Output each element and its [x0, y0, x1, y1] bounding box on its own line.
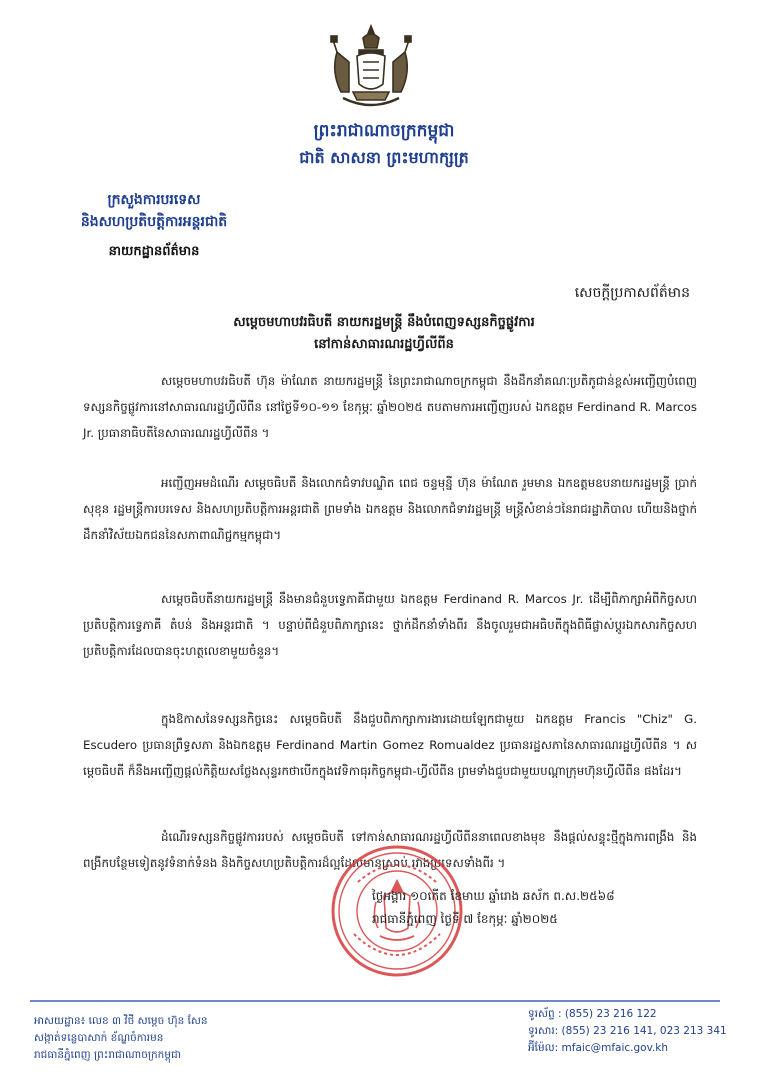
- body-paragraph: សម្តេចធិបតីនាយករដ្ឋមន្ត្រី នឹងមានជំនួបទ្វេភាគីជាមួយ ឯកឧត្តម Ferdinand R. Marcos Jr. ដើម្បីពិភាក្សាអំពីកិច្ចសហប្រតិបត្តិការទ្វេភាគី តំបន់ និងអន្តរជាតិ ។ បន្ទាប់ពីជំនួបពិភាក្សានេះ ថ្នាក់ដឹកនាំទាំងពីរ នឹងចូលរួមជាអធិបតីក្នុងពិធីផ្លាស់ប្តូរឯកសារកិច្ចសហប្រតិបត្តិការដែលបានចុះហត្ថលេខាមួយចំនួន។: [83, 592, 697, 658]
- fax-value: (855) 23 216 141, 023 213 341: [561, 1025, 727, 1037]
- email-value[interactable]: mfaic@mfaic.gov.kh: [561, 1042, 669, 1054]
- fax-label: ទូរសារ:: [528, 1025, 559, 1037]
- phone-label: ទូរស័ព្ទ :: [528, 1008, 562, 1020]
- press-release-label: សេចក្តីប្រកាសព័ត៌មាន: [574, 285, 690, 301]
- department-name: នាយកដ្ឋានព័ត៌មាន: [108, 244, 200, 259]
- ministry-name-line1: ក្រសួងការបរទេស: [107, 192, 201, 208]
- footer-address: [34, 1013, 208, 1064]
- ministry-name-line2: និងសហប្រតិបត្តិការអន្តរជាតិ: [80, 214, 228, 230]
- body-paragraph: ដំណើរទស្សនកិច្ចផ្លូវការរបស់ សម្តេចធិបតី ទៅកាន់សាធារណរដ្ឋហ្វីលីពីននាពេលខាងមុខ នឹងផ្តល់សន្ទុះថ្មីក្នុងការពង្រឹង និងពង្រីកបន្ថែមទៀតនូវទំនាក់ទំនង និងកិច្ចសហប្រតិបត្តិការដ៏ល្អដែលមានស្រាប់ រវាងប្រទេសទាំងពីរ ។: [83, 830, 697, 870]
- body-paragraph: សម្តេចមហាបវរធិបតី ហ៊ុន ម៉ាណែត នាយករដ្ឋមន្ត្រី នៃព្រះរាជាណាចក្រកម្ពុជា នឹងដឹកនាំគណៈប្រតិភូជាន់ខ្ពស់អញ្ជើញបំពេញទស្សនកិច្ចផ្លូវការនៅសាធារណរដ្ឋហ្វីលីពីន នៅថ្ងៃទី១០-១១ ខែកុម្ភៈ ឆ្នាំ២០២៥ តបតាមការអញ្ជើញរបស់ ឯកឧត្តម Ferdinand R. Marcos Jr. ប្រធានាធិបតីនៃសាធារណរដ្ឋហ្វីលីពីន ។: [83, 374, 697, 440]
- footer-divider: [30, 1000, 720, 1002]
- national-motto: ជាតិ សាសនា ព្រះមហាក្សត្រ: [299, 148, 469, 167]
- email-label: អ៊ីម៉ែល:: [528, 1042, 559, 1054]
- body-paragraph: ក្នុងឱកាសនៃទស្សនកិច្ចនេះ សម្តេចធិបតី នឹងជួបពិភាក្សាការងារដោយឡែកជាមួយ ឯកឧត្តម Francis "Chiz" G. Escudero ប្រធានព្រឹទ្ធសភា និងឯកឧត្តម Ferdinand Martin Gomez Romualdez ប្រធានរដ្ឋសភានៃសាធារណរដ្ឋហ្វីលីពីន ។ សម្តេចធិបតី ក៏នឹងអញ្ជើញផ្តល់កិត្តិយសថ្លែងសុន្ទរកថាបើកក្នុងវេទិកាធុរកិច្ចកម្ពុជា-ហ្វីលីពីន ព្រមទាំងជួបជាមួយបណ្តាក្រុមហ៊ុនហ្វីលីពីន ផងដែរ។: [83, 712, 697, 778]
- footer-contacts: [528, 1006, 727, 1057]
- place-date-line: រាជធានីភ្នំពេញ ថ្ងៃទី ៧ ខែកុម្ភៈ ឆ្នាំ២០២៥: [372, 912, 558, 926]
- address-line2: សង្កាត់ទន្លេបាសាក់ ខ័ណ្ឌចំការមន: [34, 1032, 164, 1044]
- document-title-line1: សម្តេចមហាបវរធិបតី នាយករដ្ឋមន្ត្រី នឹងបំពេញទស្សនកិច្ចផ្លូវការ: [233, 315, 535, 330]
- body-paragraph: អញ្ជើញអមដំណើរ សម្តេចធិបតី និងលោកជំទាវបណ្ឌិត ពេជ ចន្ទមុន្នី ហ៊ុន ម៉ាណែត រួមមាន ឯកឧត្តមឧបនាយករដ្ឋមន្ត្រី ប្រាក់ សុខុន រដ្ឋមន្ត្រីការបរទេស និងសហប្រតិបត្តិការអន្តរជាតិ ព្រមទាំង ឯកឧត្តម និងលោកជំទាវរដ្ឋមន្ត្រី មន្ត្រីសំខាន់ៗនៃរាជរដ្ឋាភិបាល ហើយនិងថ្នាក់ដឹកនាំវិស័យឯកជននៃសភាពាណិជ្ជកម្មកម្ពុជា។: [83, 476, 697, 542]
- document-title-line2: នៅកាន់សាធារណរដ្ឋហ្វីលីពីន: [314, 337, 454, 352]
- address-line1: លេខ ៣ វិថី សម្តេច ហ៊ុន សែន: [88, 1015, 208, 1027]
- address-label: អាសយដ្ឋាន៖: [34, 1015, 86, 1027]
- address-line3: រាជធានីភ្នំពេញ ព្រះរាជាណាចក្រកម្ពុជា: [34, 1049, 181, 1061]
- phone-value: (855) 23 216 122: [564, 1008, 657, 1020]
- kingdom-title: ព្រះរាជាណាចក្រកម្ពុជា: [313, 121, 455, 141]
- royal-emblem-icon: [323, 22, 419, 116]
- lunar-date-line: ថ្ងៃអង្គារ ១០កើត ខែមាឃ ឆ្នាំរោង ឆស័ក ព.ស.២៥៦៨: [372, 889, 615, 903]
